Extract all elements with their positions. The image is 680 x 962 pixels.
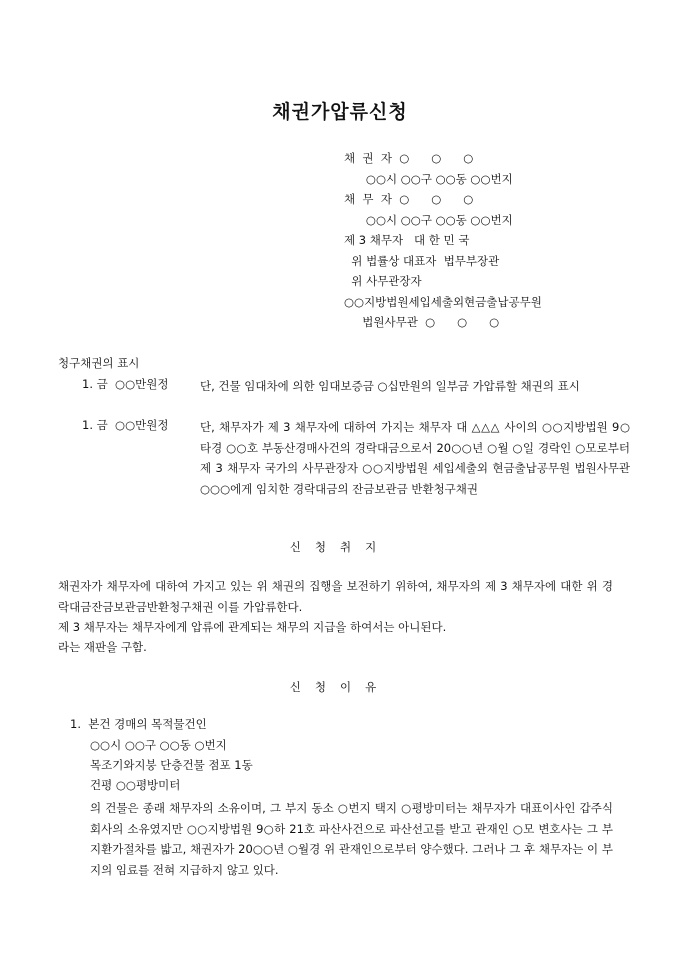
claims-heading: 청구채권의 표시 [58, 356, 140, 370]
claim-description: 단, 건물 임대차에 의한 임대보증금 ○십만원의 일부금 가압류할 채권의 표시 [200, 379, 580, 393]
third-debtor: 제 3 채무자 대 한 민 국 [344, 233, 470, 247]
claim-amount: 1. 금 ○○만원정 [82, 377, 169, 391]
cashier-official: ○○지방법원세입세출외현금출납공무원 [344, 294, 542, 309]
reason-paragraph: 의 건물은 종래 채무자의 소유이며, 그 부지 동소 ○번지 택지 ○평방미터는 채무자가 대표이사인 갑주식회사의 소유였지만 ○○지방법원 9○하 21호 파산사건으로 파산선고를 받고 관재인 ○모 변호사는 그 부지환가절차를 밟고, 채권자가 20○○년 ○월경 위 관재인으로부터 양수했다. 그러나 그 후 채무자는 이 부지의 임료를 전혀 지급하지 않고 있다. [90, 801, 613, 877]
document-title: 채권가압류신청 [272, 101, 408, 123]
property-structure: 목조기와지붕 단층건물 점포 1동 [90, 758, 253, 772]
purpose-heading: 신청취지 [289, 540, 391, 554]
court-officer: 법원사무관 ○ ○ ○ [344, 315, 500, 329]
claim-description: 단, 채무자가 제 3 채무자에 대하여 가지는 채무자 대 △△△ 사이의 ○○지방법원 9○ 타경 ○○호 부동산경매사건의 경락대금으로서 20○○년 ○월 ○일 경락인 ○모로부터 제 3 채무자 국가의 사무관장자 ○○지방법원 세입세출외 현금출납공무원 법원사무관 ○○○에게 임치한 경락대금의 잔금보관금 반환청구채권 [200, 420, 630, 496]
reason-heading: 신청이유 [289, 680, 391, 694]
claim-amount: 1. 금 ○○만원정 [82, 418, 169, 432]
property-address: ○○시 ○○구 ○○동 ○번지 [90, 738, 227, 752]
creditor-address: ○○시 ○○구 ○○동 ○○번지 [344, 171, 513, 186]
administrator: 위 사무관장자 [344, 274, 422, 288]
purpose-closing: 라는 재판을 구함. [58, 640, 147, 654]
reason-item-title: 1. 본건 경매의 목적물건인 [70, 717, 207, 731]
creditor-name: 채 권 자 ○ ○ ○ [344, 151, 474, 165]
purpose-paragraph: 제 3 채무자는 채무자에게 압류에 관계되는 채무의 지급을 하여서는 아니된다. [58, 620, 447, 634]
purpose-paragraph: 채권자가 채무자에 대하여 가지고 있는 위 채권의 집행을 보전하기 위하여, 채무자의 제 3 채무자에 대한 위 경락대금잔금보관금반환청구채권 이를 가압류한다. [58, 579, 613, 614]
debtor-name: 채 무 자 ○ ○ ○ [344, 192, 474, 206]
property-area: 건평 ○○평방미터 [90, 778, 181, 792]
debtor-address: ○○시 ○○구 ○○동 ○○번지 [344, 212, 513, 227]
legal-representative: 위 법률상 대표자 법무부장관 [344, 253, 500, 268]
